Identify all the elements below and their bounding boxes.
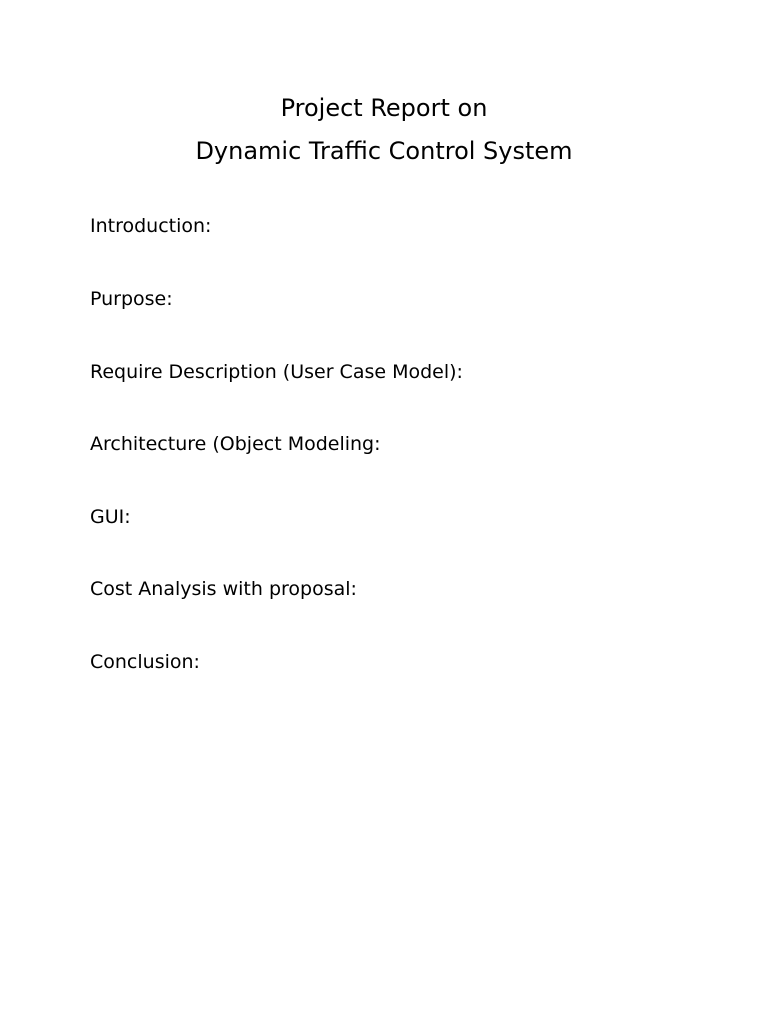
section-heading-conclusion: Conclusion:: [90, 651, 200, 673]
section-heading-introduction: Introduction:: [90, 215, 212, 237]
document-title-line-1: Project Report on: [280, 94, 488, 122]
section-heading-cost-analysis: Cost Analysis with proposal:: [90, 578, 357, 600]
section-heading-require-description: Require Description (User Case Model):: [90, 361, 463, 383]
section-heading-gui: GUI:: [90, 506, 131, 528]
section-heading-purpose: Purpose:: [90, 288, 173, 310]
document-title-line-2: Dynamic Traffic Control System: [195, 137, 573, 165]
section-heading-architecture: Architecture (Object Modeling:: [90, 433, 381, 455]
